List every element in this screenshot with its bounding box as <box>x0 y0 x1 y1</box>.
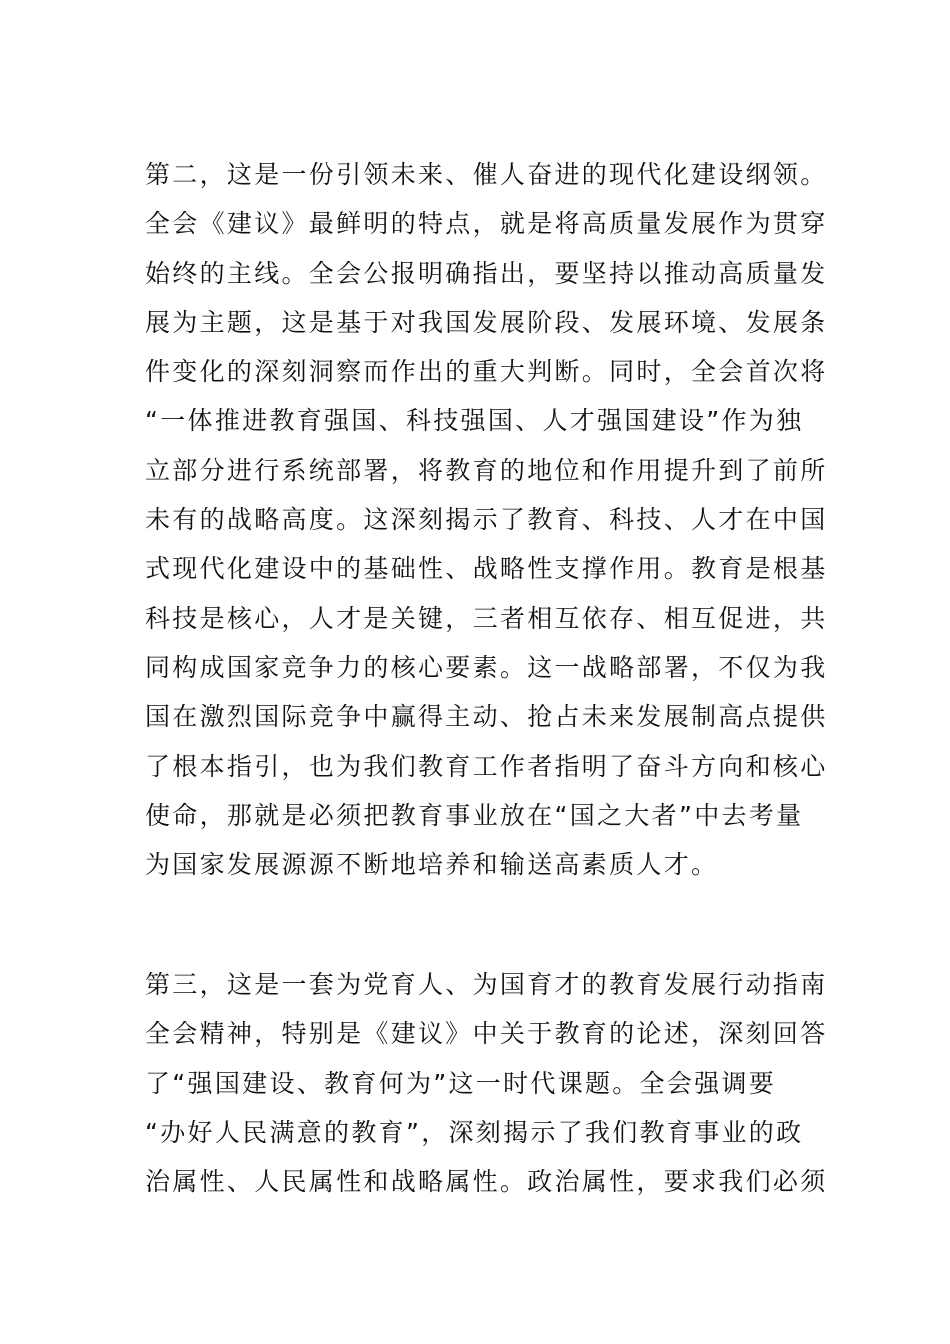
text-line: 立部分进行系统部署，将教育的地位和作用提升到了前所 <box>145 455 828 485</box>
text-line: 使命，那就是必须把教育事业放在“国之大者”中去考量 <box>145 800 804 830</box>
text-line: 治属性、人民属性和战略属性。政治属性，要求我们必须 <box>145 1167 828 1197</box>
text-line: 为国家发展源源不断地培养和输送高素质人才。 <box>145 850 719 880</box>
paragraph-second-point <box>145 150 828 889</box>
text-line: 式现代化建设中的基础性、战略性支撑作用。教育是根基 <box>145 554 828 584</box>
text-line: “一体推进教育强国、科技强国、人才强国建设”作为独 <box>145 406 804 436</box>
text-line: 全会精神，特别是《建议》中关于教育的论述，深刻回答 <box>145 1019 828 1049</box>
text-line: 第三，这是一套为党育人、为国育才的教育发展行动指南 <box>145 970 828 999</box>
text-line: 同构成国家竞争力的核心要素。这一战略部署，不仅为我 <box>145 652 828 682</box>
text-line: 了根本指引，也为我们教育工作者指明了奋斗方向和核心 <box>145 751 828 781</box>
text-line: 国在激烈国际竞争中赢得主动、抢占未来发展制高点提供 <box>145 702 828 732</box>
text-line: “办好人民满意的教育”，深刻揭示了我们教育事业的政 <box>145 1117 804 1147</box>
text-line: 科技是核心，人才是关键，三者相互依存、相互促进，共 <box>145 603 828 633</box>
text-line: 件变化的深刻洞察而作出的重大判断。同时，全会首次将 <box>145 357 828 387</box>
text-line: 展为主题，这是基于对我国发展阶段、发展环境、发展条 <box>145 307 828 337</box>
text-line: 未有的战略高度。这深刻揭示了教育、科技、人才在中国 <box>145 505 828 535</box>
paragraph-third-point <box>145 960 828 1206</box>
text-line: 第二，这是一份引领未来、催人奋进的现代化建设纲领。 <box>145 160 828 189</box>
text-line: 了“强国建设、教育何为”这一时代课题。全会强调要 <box>145 1068 777 1098</box>
text-line: 始终的主线。全会公报明确指出，要坚持以推动高质量发 <box>145 258 828 288</box>
text-line: 全会《建议》最鲜明的特点，就是将高质量发展作为贯穿 <box>145 209 828 239</box>
